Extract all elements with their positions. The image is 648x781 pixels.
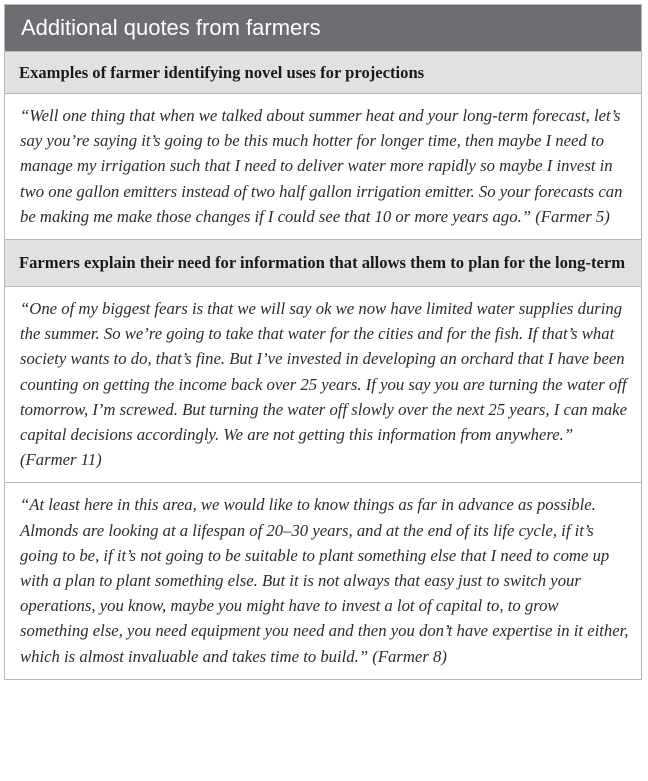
section-header-long-term-planning: Farmers explain their need for information that allows them to plan for the long-term [5, 239, 641, 286]
quote-farmer-8: “At least here in this area, we would like to know things as far in advance as possible. Almonds are looking at a lifespan of 20–30 years, and at the end of its life cycle, if it’s going to be, if it’s not going to be suitable to plant something else that I need to come up with a plan to plant something else. But it is not always that easy just to switch your operations, you know, maybe you might have to invest a lot of capital to, to grow something else, you need equipment you need and then you don’t have expertise in it either, which is almost invaluable and takes time to build.” (Farmer 8) [5, 482, 641, 678]
quote-farmer-5: “Well one thing that when we talked about summer heat and your long-term forecast, let’s say you’re saying it’s going to be this much hotter for longer time, then maybe I need to manage my irrigation such that I need to deliver water more rapidly so maybe I invest in two one gallon emitters instead of two half gallon irrigation emitter. So your forecasts can be making me make those changes if I could see that 10 or more years ago.” (Farmer 5) [5, 93, 641, 239]
section-header-novel-uses: Examples of farmer identifying novel uses for projections [5, 51, 641, 93]
quote-farmer-11: “One of my biggest fears is that we will say ok we now have limited water supplies during the summer. So we’re going to take that water for the cities and for the fish. If that’s what society wants to do, that’s fine. But I’ve invested in developing an orchard that I have been counting on getting the income back over 25 years. If you say you are turning the water off tomorrow, I’m screwed. But turning the water off slowly over the next 25 years, I can make capital decisions accordingly. We are not getting this information from anywhere.” (Farmer 11) [5, 286, 641, 482]
table-title: Additional quotes from farmers [5, 5, 641, 51]
quotes-table [4, 4, 642, 680]
